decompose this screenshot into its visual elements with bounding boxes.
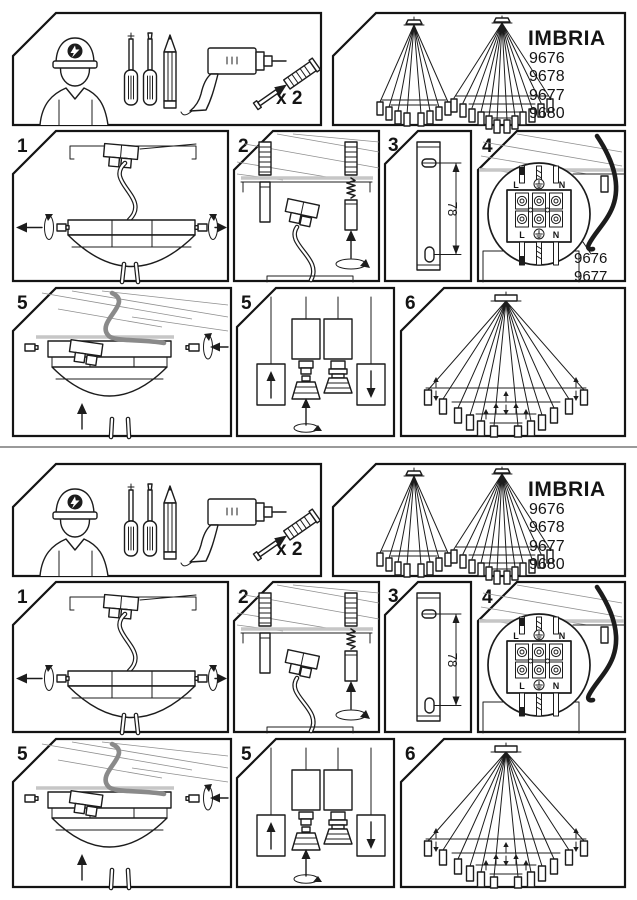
model-number: 9676 bbox=[529, 50, 565, 67]
screw-left bbox=[25, 795, 38, 802]
step4-model-label: 9677 bbox=[574, 268, 608, 285]
step-number: 5 bbox=[241, 293, 252, 314]
step-number: 1 bbox=[17, 136, 28, 157]
bracket-end bbox=[601, 176, 608, 192]
terminal-label-neutral: N bbox=[558, 631, 566, 641]
terminal-label-neutral: N bbox=[552, 681, 560, 691]
pencil-icon bbox=[164, 486, 176, 559]
wall-anchor-left bbox=[259, 593, 271, 673]
panel-step-5b bbox=[236, 287, 395, 437]
step-number: 2 bbox=[238, 136, 249, 157]
panel-step-5a bbox=[12, 738, 232, 888]
model-number: 9678 bbox=[529, 519, 565, 536]
step-number: 3 bbox=[388, 586, 399, 607]
panel-step-6 bbox=[400, 738, 626, 888]
panel-tools bbox=[12, 12, 322, 126]
earth-ground-icon bbox=[534, 179, 544, 189]
step-number: 6 bbox=[405, 744, 416, 765]
panel-step-6 bbox=[400, 287, 626, 437]
page-divider bbox=[0, 446, 637, 448]
terminal-label-neutral: N bbox=[552, 230, 560, 240]
gu10-bulb-icon bbox=[324, 829, 352, 844]
terminal-label-neutral: N bbox=[558, 180, 566, 190]
panel-step-2 bbox=[233, 581, 380, 733]
panel-product bbox=[332, 463, 626, 577]
terminal-label-live: L bbox=[519, 681, 525, 691]
model-number: 9680 bbox=[529, 105, 565, 122]
panel-step-3 bbox=[384, 581, 472, 733]
terminal-label-live: L bbox=[513, 180, 519, 190]
panel-tools bbox=[12, 463, 322, 577]
model-number: 9680 bbox=[529, 556, 565, 573]
step-number: 1 bbox=[17, 587, 28, 608]
wall-anchor-left bbox=[259, 142, 271, 222]
earth-ground-icon bbox=[534, 630, 544, 640]
gu10-bulb-icon bbox=[324, 378, 352, 393]
model-number: 9677 bbox=[529, 538, 565, 555]
anchor-quantity-label: x 2 bbox=[276, 539, 303, 560]
instruction-sheet bbox=[0, 451, 637, 898]
step-number: 4 bbox=[482, 587, 493, 608]
panel-step-5b bbox=[236, 738, 395, 888]
model-number: 9678 bbox=[529, 68, 565, 85]
brand-name: IMBRIA bbox=[528, 478, 606, 501]
earth-ground-icon bbox=[534, 680, 544, 690]
earth-ground-icon bbox=[534, 229, 544, 239]
terminal-label-live: L bbox=[519, 230, 525, 240]
step4-model-label: 9676 bbox=[574, 250, 608, 267]
mounting-bracket-drawing bbox=[417, 593, 440, 721]
panel-step-5a bbox=[12, 287, 232, 437]
panel-product bbox=[332, 12, 626, 126]
dimension-label: 78 bbox=[445, 201, 460, 217]
step-number: 6 bbox=[405, 293, 416, 314]
model-number: 9676 bbox=[529, 501, 565, 518]
terminal-label-live: L bbox=[513, 631, 519, 641]
dimension-label: 78 bbox=[445, 652, 460, 668]
step-number: 2 bbox=[238, 587, 249, 608]
instruction-sheet bbox=[0, 0, 637, 447]
gu10-bulb-icon bbox=[292, 833, 320, 850]
step-number: 5 bbox=[241, 744, 252, 765]
panel-step-4 bbox=[477, 581, 626, 733]
pencil-icon bbox=[164, 35, 176, 108]
brand-name: IMBRIA bbox=[528, 27, 606, 50]
panel-step-2 bbox=[233, 130, 380, 282]
model-number: 9677 bbox=[529, 87, 565, 104]
screw-left bbox=[25, 344, 38, 351]
mounting-bracket-drawing bbox=[417, 142, 440, 270]
anchor-quantity-label: x 2 bbox=[276, 88, 303, 109]
panel-step-4 bbox=[477, 130, 626, 285]
panel-step-3 bbox=[384, 130, 472, 282]
panel-step-1 bbox=[12, 130, 229, 282]
gu10-bulb-icon bbox=[292, 382, 320, 399]
panel-step-1 bbox=[12, 581, 229, 733]
step-number: 5 bbox=[17, 293, 28, 314]
step-number: 4 bbox=[482, 136, 493, 157]
step-number: 5 bbox=[17, 744, 28, 765]
bracket-end bbox=[601, 627, 608, 643]
step-number: 3 bbox=[388, 135, 399, 156]
